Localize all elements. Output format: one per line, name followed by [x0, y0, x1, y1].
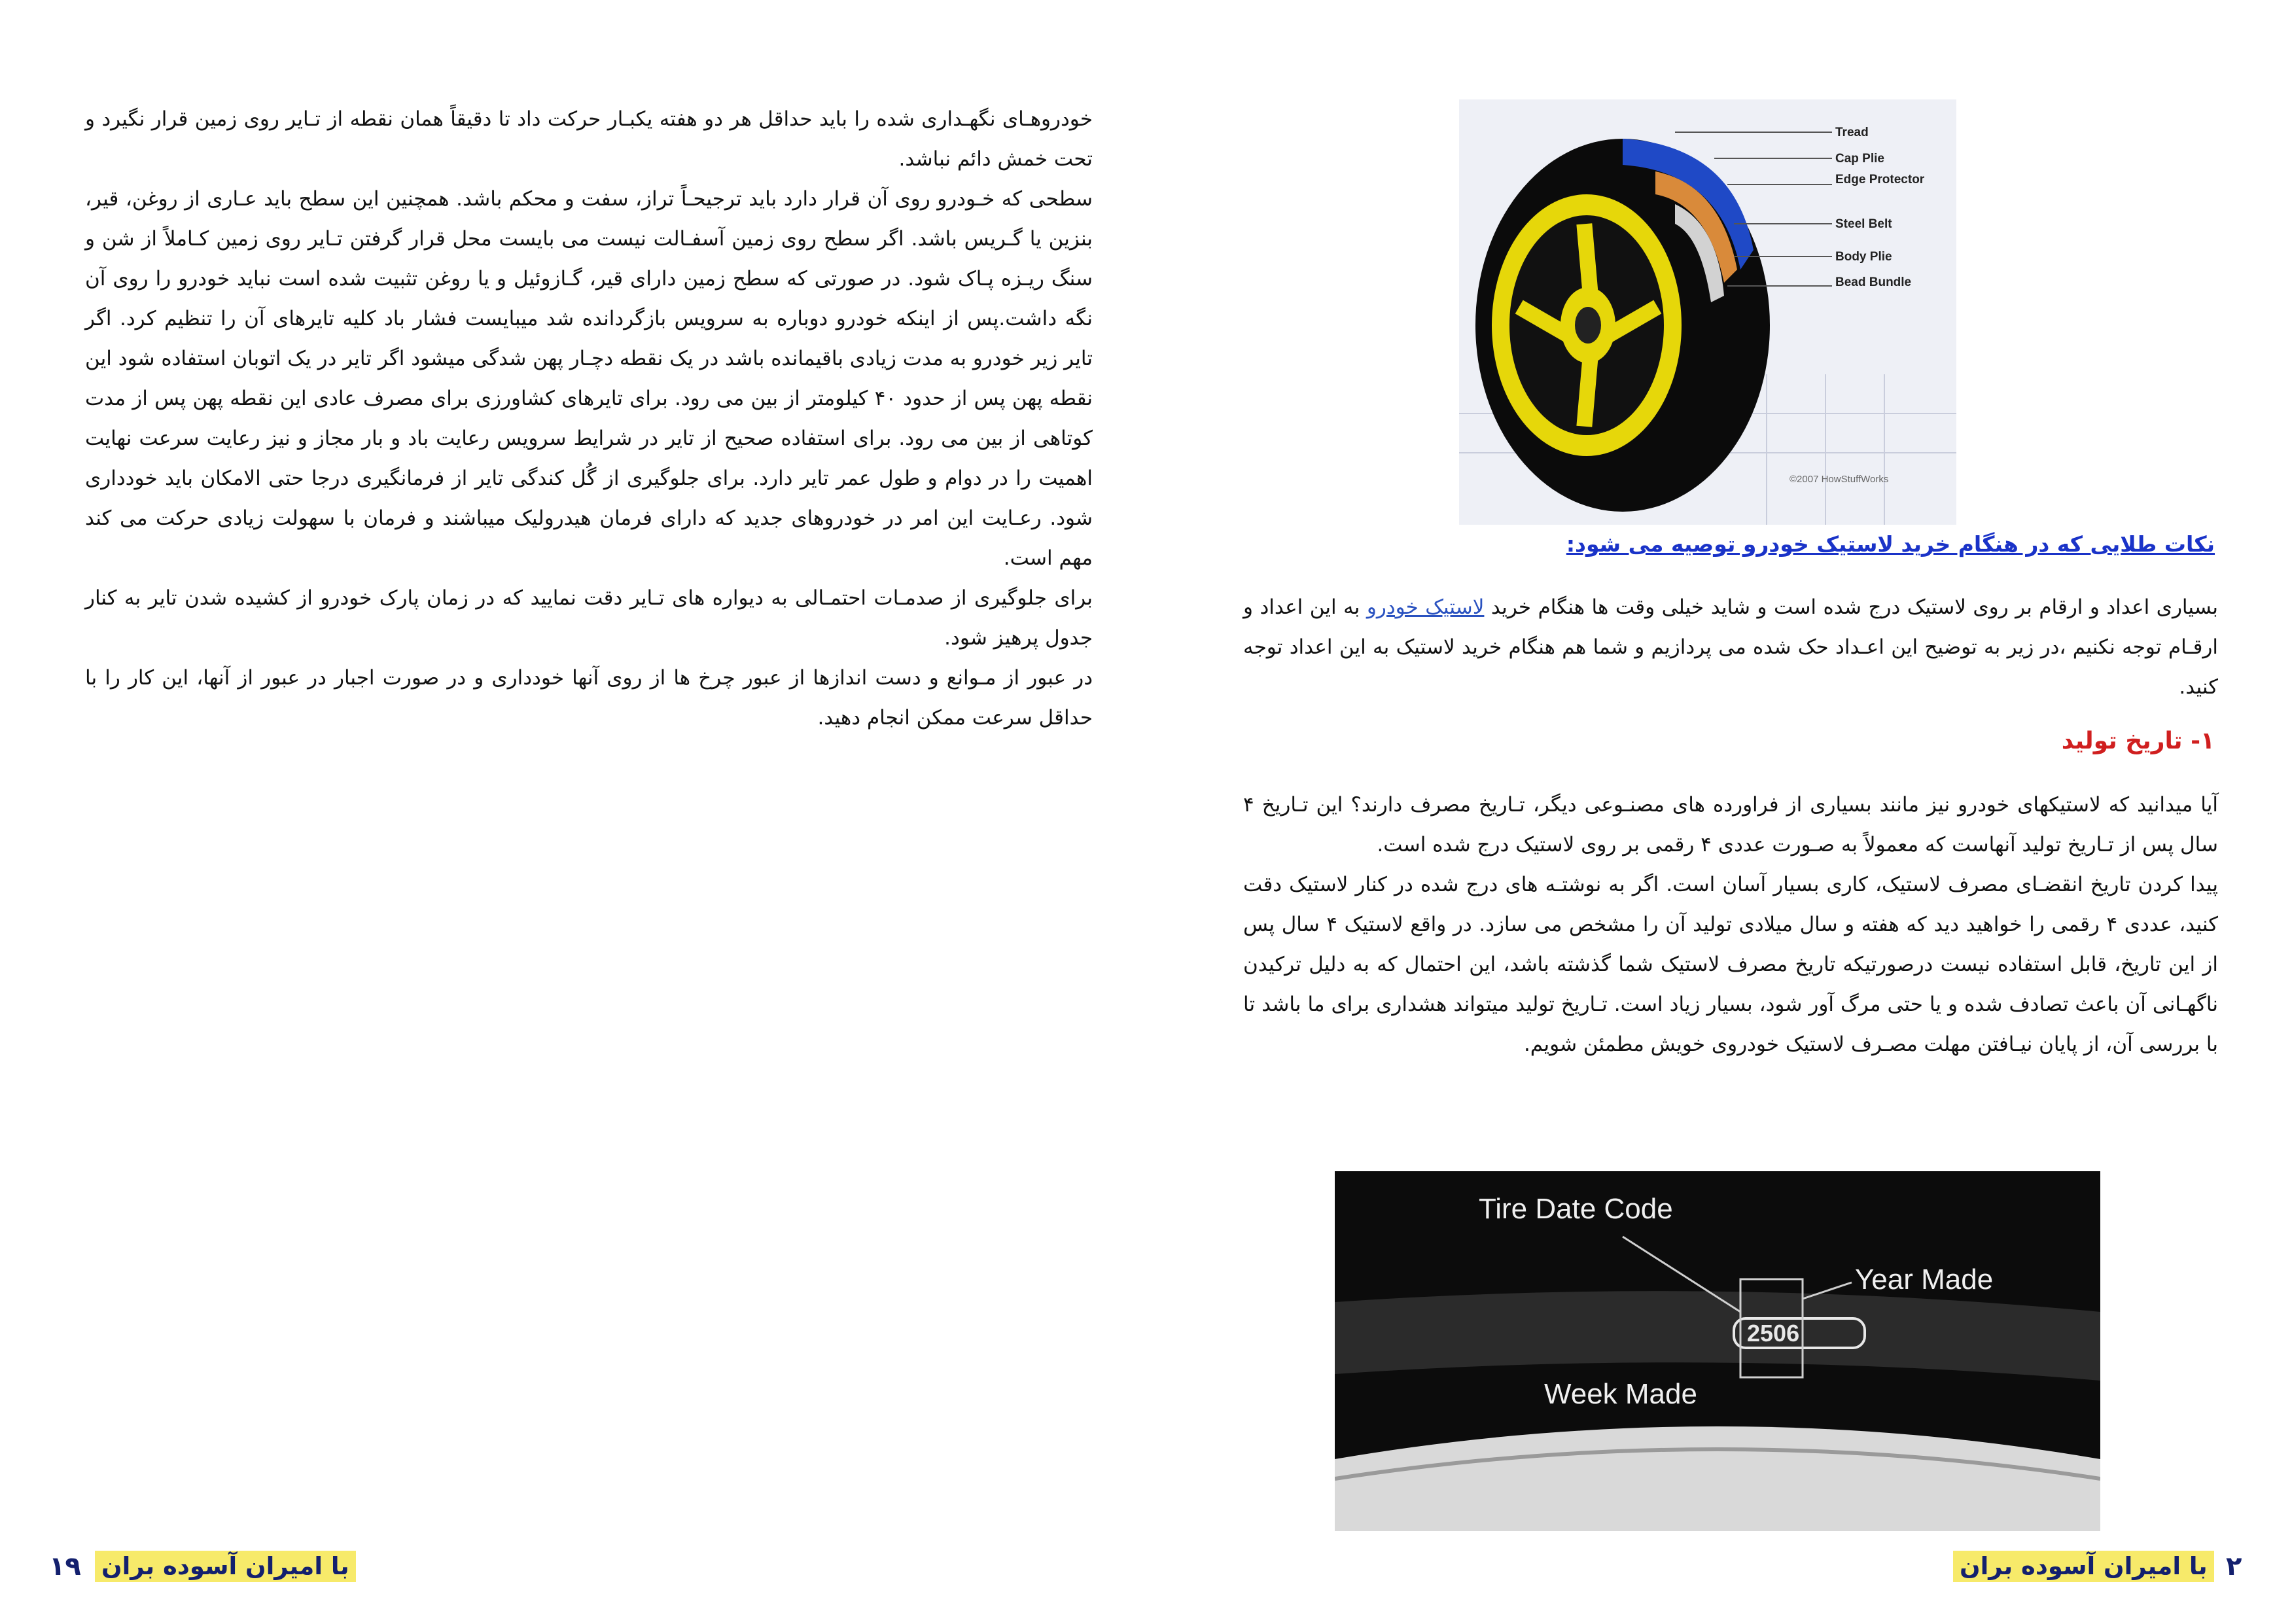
page-number: ۲: [2226, 1551, 2242, 1581]
hub-center: [1575, 307, 1601, 344]
paragraph: سطحی که خـودرو روی آن قرار دارد باید ترجیحـاً تراز، سفت و محکم باشد. همچنین این سطح باید عـاری از روغن، قیر، بنزین یا گـریس باشد. اگر سطح روی زمین آسفـالت نیست می بایست محل قرار گرفتن تـایر روی زمین کـاملاً از شن و سنگ ریـزه پـاک شود. در صورتی که سطح زمین دارای قیر، گـازوئیل و یا روغن تثبیت شده است نباید خودرو را روی آن نگه داشت.پس از اینکه خودرو دوباره به سرویس بازگردانده شد میبایست فشار باد کلیه تایرهای آن را تنظیم کرد. اگر تایر زیر خودرو به مدت زیادی باقیمانده باشد در یک نقطه دچـار پهن شدگی میشود اگر تایر در یک اتوبان استفاده شود این نقطه پهن پس از حدود ۴۰ کیلومتر از بین می رود. برای تایرهای کشاورزی برای مصرف عادی این نقطه پهن پس از مدت کوتاهی از بین می رود. برای استفاده صحیح از تایر در شرایط سرویس رعایت باد و بار مجاز و نیز رعایت سرعت نهایت اهمیت را در دوام و طول عمر تایر دارد. برای جلوگیری از گُل کندگی تایر از فرمانگیری درجا حتی الامکان باید خودداری شود. رعـایت این امر در خودروهای جدید که دارای فرمان هیدرولیک میباشند و فرمان با سهولت زیادی حرکت می کند مهم است.: [85, 187, 1093, 570]
tire-diagram-svg: [1459, 99, 1956, 525]
golden-tips-heading: نکات طلایی که در هنگام خرید لاستیک خودرو توصیه می شود:: [1566, 531, 2215, 557]
label-edge-protector: Edge Protector: [1835, 173, 1925, 186]
paragraph: آیا میدانید که لاستیکهای خودرو نیز مانند بسیاری از فراورده های مصنـوعی دیگر، تـاریخ مصرف دارند؟ این تـاریخ ۴ سال پس از تـاریخ تولید آنهاست که معمولاً به صـورت عددی ۴ رقمی بر روی لاستیک درج شده است.: [1243, 793, 2218, 856]
paragraph: در عبور از مـوانع و دست اندازها از عبور چرخ ها از روی آنها خودداری و در صورت اجبار در عبور از آنها، این کار را با حداقل سرعت ممکن انجام دهید.: [85, 666, 1093, 730]
paragraph: برای جلوگیری از صدمـات احتمـالی به دیواره های تـایر دقت نمایید که در زمان پارک خودرو از کشیده شدن تایر به کنار جدول پرهیز شود.: [85, 586, 1093, 650]
label-steel-belt: Steel Belt: [1835, 217, 1892, 231]
date-code-svg: [1335, 1171, 2100, 1531]
week-made-label: Week Made: [1544, 1378, 1697, 1410]
intro-after-link: به این اعداد و ارقـام توجه نکنیم ،در زیر به توضیح این اعـداد حک شده می پردازیم و شما هم هنگام خرید لاستیک به این اعداد توجه کنید.: [1243, 595, 2218, 699]
year-made-label: Year Made: [1855, 1263, 1994, 1296]
footer-brand: با امیران آسوده بران: [95, 1551, 356, 1582]
tire-link[interactable]: لاستیک خودرو: [1366, 595, 1485, 619]
section-heading-production-date: ۱- تاریخ تولید: [2061, 728, 2215, 754]
paragraph: خودروهـای نگهـداری شده را باید حداقل هر دو هفته یکبـار حرکت داد تا دقیقاً همان نقطه از تـایر روی زمین قرار نگیرد و تحت خمش دائم نباشد.: [85, 107, 1093, 171]
intro-text: [1243, 588, 2218, 707]
date-code-title: Tire Date Code: [1479, 1193, 1673, 1225]
tire-date-code-photo: [1335, 1171, 2100, 1531]
tire-structure-diagram: [1459, 99, 1956, 525]
footer-brand: با امیران آسوده بران: [1953, 1551, 2214, 1582]
label-bead-bundle: Bead Bundle: [1835, 275, 1912, 289]
intro-before-link: بسیاری اعداد و ارقام بر روی لاستیک درج شده است و شاید خیلی وقت ها هنگام خرید: [1484, 595, 2218, 619]
page-number: ۱۹: [49, 1551, 81, 1581]
paragraph: پیدا کردن تاریخ انقضـای مصرف لاستیک، کاری بسیار آسان است. اگر به نوشتـه های درج شده در کنار لاستیک دقت کنید، عددی ۴ رقمی را خواهید دید که هفته و سال میلادی تولید آن را مشخص می سازد. در واقع لاستیک ۴ سال پس از این تاریخ، قابل استفاده نیست درصورتیکه تاریخ مصرف لاستیک شما گذشته باشد، این احتمال که به دلیل ترکیدن ناگهـانی آن باعث تصادف شده و یا حتی مرگ آور شود، بسیار زیاد است. تـاریخ تولید میتواند هشداری برای ما باشد تا با بررسی آن، از پایان نیـافتن مهلت مصـرف لاستیک خودروی خویش مطمئن شویم.: [1243, 873, 2218, 1056]
date-code-digits: 2506: [1747, 1320, 1800, 1347]
label-cap-ply: Cap Plie: [1835, 152, 1884, 166]
left-body-text: [85, 99, 1093, 738]
label-tread: Tread: [1835, 126, 1869, 139]
intro-paragraph: [1243, 588, 2218, 707]
figure-credit: ©2007 HowStuffWorks: [1790, 474, 1889, 485]
label-body-ply: Body Plie: [1835, 250, 1892, 264]
section1-body: [1243, 785, 2218, 1065]
